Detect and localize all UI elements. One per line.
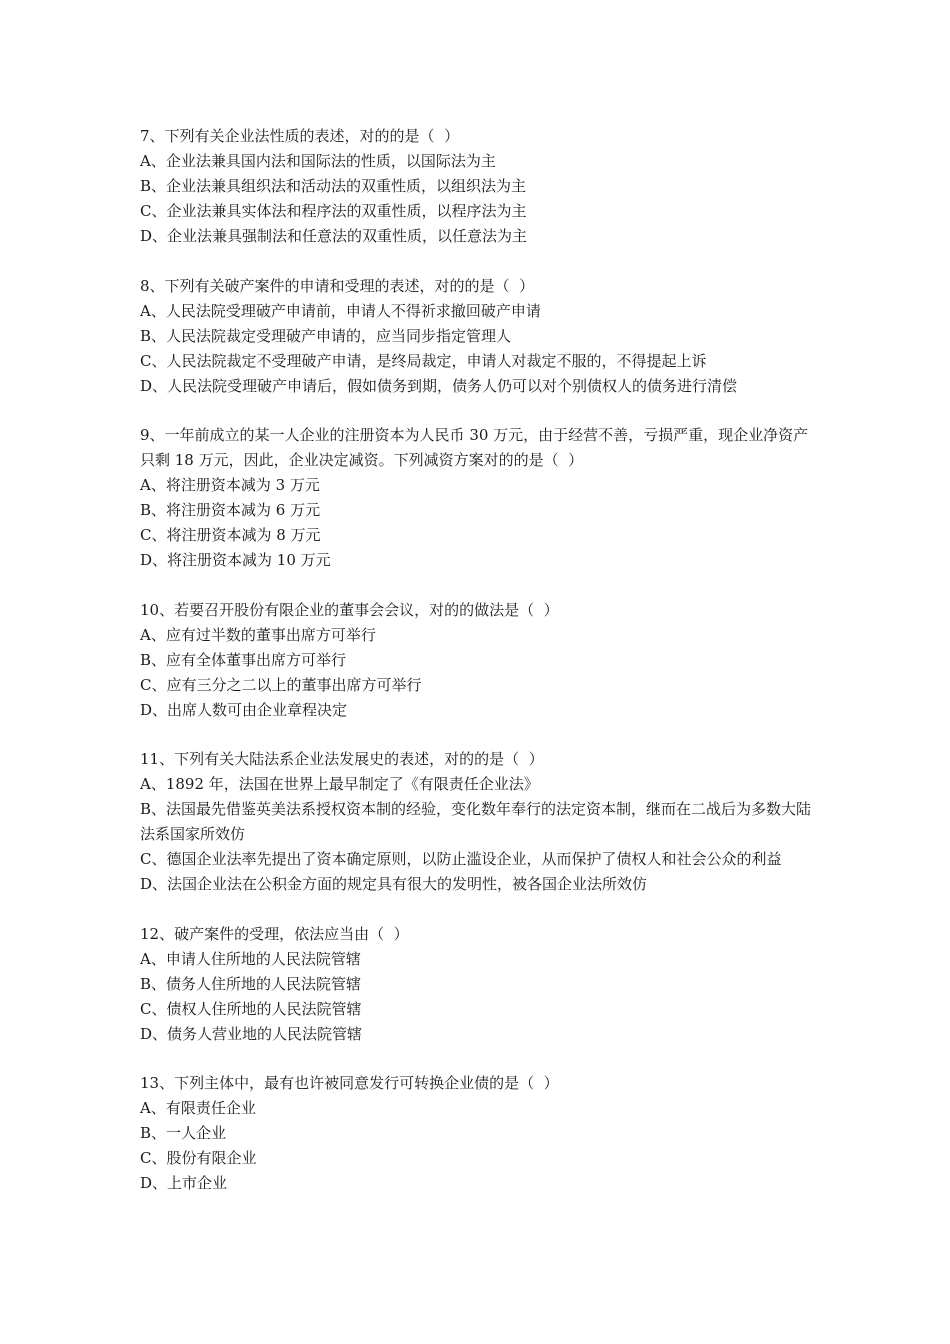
question-stem: 7、下列有关企业法性质的表述，对的的是（ ）	[140, 127, 460, 145]
option-b: B、人民法院裁定受理破产申请的，应当同步指定管理人	[140, 326, 512, 345]
option-b: B、应有全体董事出席方可举行	[140, 650, 347, 669]
option-b: B、法国最先借鉴英美法系授权资本制的经验，变化数年奉行的法定资本制，继而在二战后为多数大陆法系国家所效仿	[140, 800, 812, 843]
question-list	[140, 124, 820, 1221]
option-b: B、一人企业	[140, 1124, 227, 1142]
option-d: D、法国企业法在公积金方面的规定具有很大的发明性，被各国企业法所效仿	[140, 875, 648, 893]
option-a: A、将注册资本减为 3 万元	[140, 476, 320, 494]
question-stem: 10、若要召开股份有限企业的董事会会议，对的的做法是（ ）	[140, 600, 559, 619]
option-b: B、将注册资本减为 6 万元	[140, 501, 321, 519]
question-9	[140, 423, 820, 573]
option-a: A、1892 年，法国在世界上最早制定了《有限责任企业法》	[140, 775, 539, 793]
option-b: B、债务人住所地的人民法院管辖	[140, 974, 362, 993]
option-d: D、债务人营业地的人民法院管辖	[140, 1024, 363, 1043]
option-d: D、人民法院受理破产申请后，假如债务到期，债务人仍可以对个别债权人的债务进行清偿	[140, 376, 738, 395]
question-stem: 12、破产案件的受理，依法应当由（ ）	[140, 924, 409, 943]
option-c: C、将注册资本减为 8 万元	[140, 526, 321, 544]
question-stem: 8、下列有关破产案件的申请和受理的表述，对的的是（ ）	[140, 276, 535, 295]
option-a: A、企业法兼具国内法和国际法的性质，以国际法为主	[140, 152, 496, 170]
option-a: A、应有过半数的董事出席方可举行	[140, 625, 376, 644]
question-12	[140, 922, 820, 1047]
question-7	[140, 124, 820, 249]
question-10	[140, 598, 820, 723]
option-c: C、债权人住所地的人民法院管辖	[140, 999, 362, 1018]
option-d: D、出席人数可由企业章程决定	[140, 700, 348, 719]
question-11	[140, 747, 820, 897]
option-c: C、股份有限企业	[140, 1149, 257, 1167]
option-c: C、企业法兼具实体法和程序法的双重性质，以程序法为主	[140, 202, 527, 220]
question-stem: 9、一年前成立的某一人企业的注册资本为人民币 30 万元，由于经营不善，亏损严重，现企业净资产只剩 18 万元，因此，企业决定减资。下列减资方案对的的是（ ）	[140, 426, 809, 469]
option-d: D、企业法兼具强制法和任意法的双重性质，以任意法为主	[140, 227, 528, 245]
question-stem: 13、下列主体中，最有也许被同意发行可转换企业债的是（ ）	[140, 1074, 559, 1092]
option-c: C、德国企业法率先提出了资本确定原则，以防止滥设企业，从而保护了债权人和社会公众的利益	[140, 850, 782, 868]
question-stem: 11、下列有关大陆法系企业法发展史的表述，对的的是（ ）	[140, 750, 544, 768]
option-a: A、有限责任企业	[140, 1099, 256, 1117]
option-a: A、申请人住所地的人民法院管辖	[140, 949, 361, 968]
option-b: B、企业法兼具组织法和活动法的双重性质，以组织法为主	[140, 177, 527, 195]
option-a: A、人民法院受理破产申请前，申请人不得祈求撤回破产申请	[140, 301, 541, 320]
option-d: D、将注册资本减为 10 万元	[140, 551, 331, 569]
question-13	[140, 1071, 820, 1196]
option-c: C、应有三分之二以上的董事出席方可举行	[140, 675, 422, 694]
option-c: C、人民法院裁定不受理破产申请，是终局裁定，申请人对裁定不服的，不得提起上诉	[140, 351, 707, 370]
question-8	[140, 274, 820, 399]
option-d: D、上市企业	[140, 1174, 228, 1192]
